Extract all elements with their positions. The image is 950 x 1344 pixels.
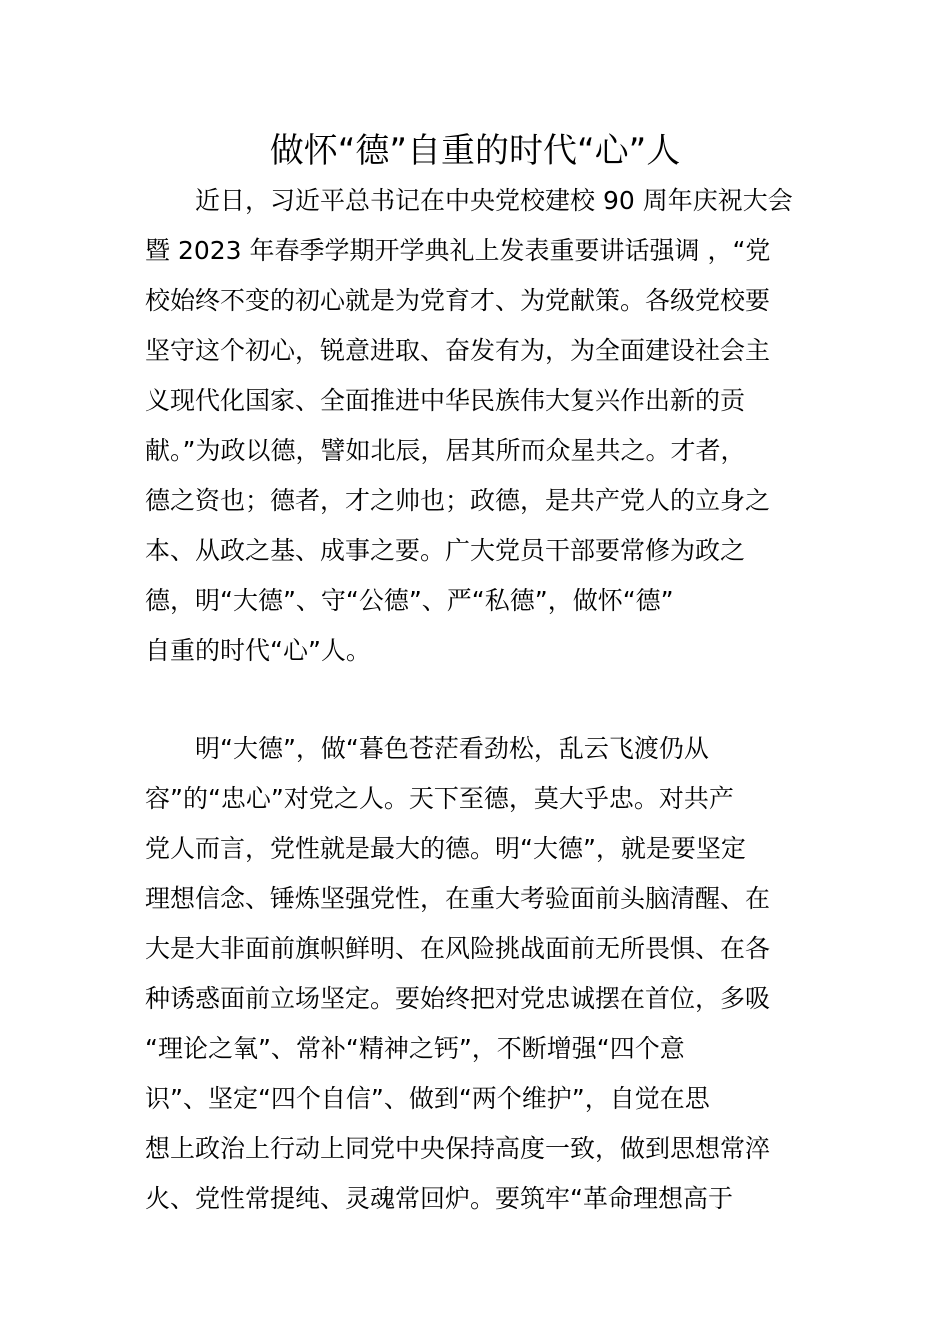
text-line: 校始终不变的初心就是为党育才、为党献策。各级党校要 — [145, 286, 771, 315]
text-line: 暨 2023 年春季学期开学典礼上发表重要讲话强调 ，“党 — [145, 236, 771, 265]
text-line: 自重的时代“心”人。 — [145, 636, 371, 665]
paragraph-1 — [145, 176, 825, 676]
text-line: 坚守这个初心，锐意进取、奋发有为，为全面建设社会主 — [145, 336, 771, 365]
text-line: 想上政治上行动上同党中央保持高度一致，做到思想常淬 — [145, 1134, 771, 1163]
text-line: 近日，习近平总书记在中央党校建校 90 周年庆祝大会 — [145, 186, 793, 215]
text-line: “理论之氧”、常补“精神之钙”，不断增强“四个意 — [145, 1034, 685, 1063]
text-line: 本、从政之基、成事之要。广大党员干部要常修为政之 — [145, 536, 746, 565]
text-line: 明“大德”，做“暮色苍茫看劲松，乱云飞渡仍从 — [145, 734, 709, 763]
text-line: 献。”为政以德，譬如北辰，居其所而众星共之。才者， — [145, 436, 746, 465]
text-line: 德，明“大德”、守“公德”、严“私德”，做怀“德” — [145, 586, 674, 615]
paragraph-2 — [145, 724, 825, 1224]
text-line: 火、党性常提纯、灵魂常回炉。要筑牢“革命理想高于 — [145, 1184, 733, 1213]
document-title: 做怀“德”自重的时代“心”人 — [269, 131, 681, 171]
text-line: 义现代化国家、全面推进中华民族伟大复兴作出新的贡 — [145, 386, 746, 415]
text-line: 大是大非面前旗帜鲜明、在风险挑战面前无所畏惧、在各 — [145, 934, 771, 963]
text-line: 理想信念、锤炼坚强党性，在重大考验面前头脑清醒、在 — [145, 884, 771, 913]
text-line: 德之资也；德者，才之帅也；政德，是共产党人的立身之 — [145, 486, 771, 515]
text-line: 识”、坚定“四个自信”、做到“两个维护”，自觉在思 — [145, 1084, 710, 1113]
text-line: 容”的“忠心”对党之人。天下至德，莫大乎忠。对共产 — [145, 784, 734, 813]
text-line: 种诱惑面前立场坚定。要始终把对党忠诚摆在首位，多吸 — [145, 984, 771, 1013]
text-line: 党人而言，党性就是最大的德。明“大德”，就是要坚定 — [145, 834, 746, 863]
